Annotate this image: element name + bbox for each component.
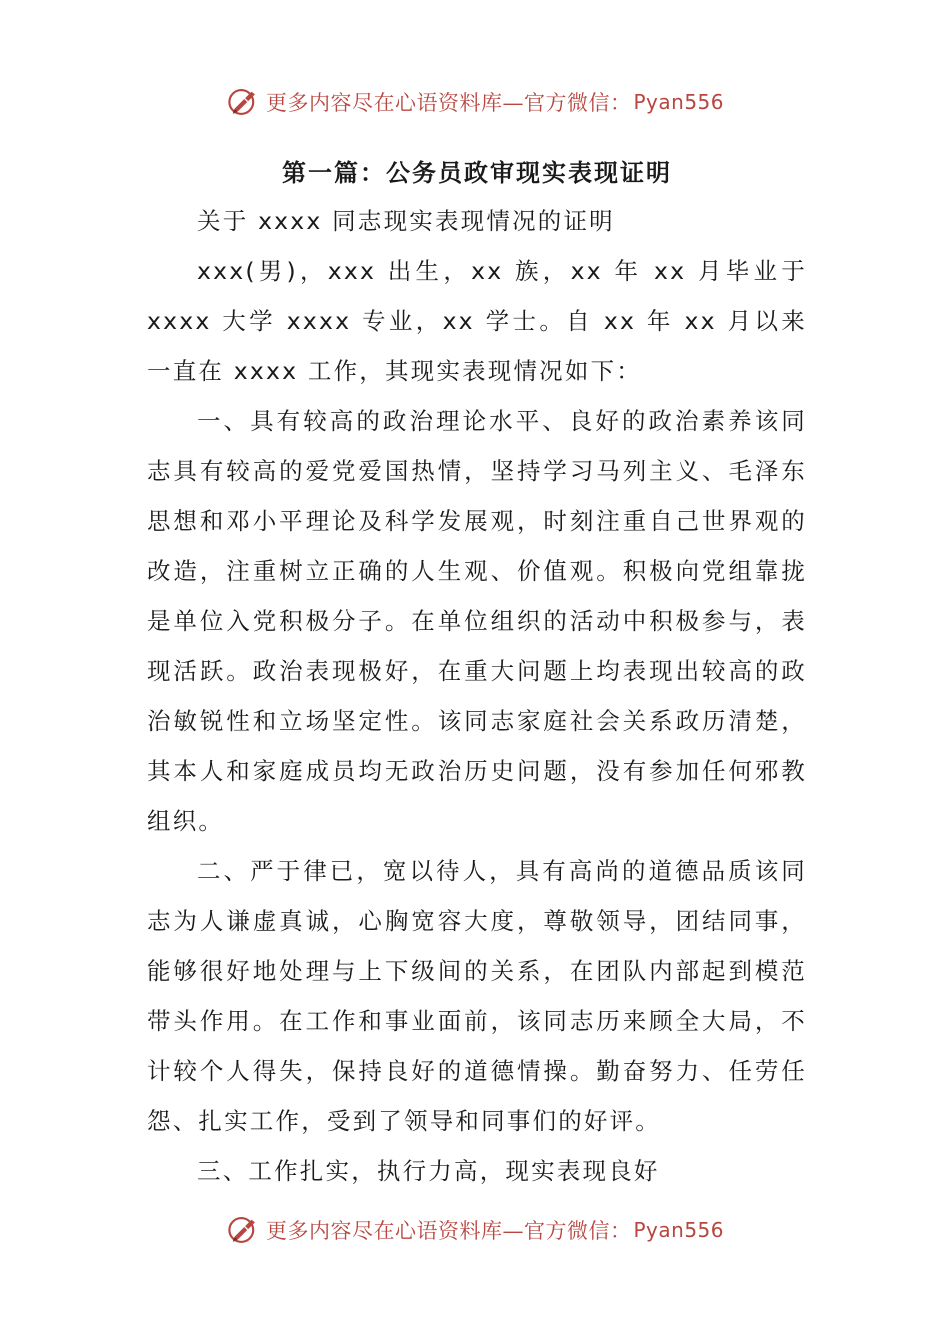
- banner-wechat-id: Pyan556: [633, 90, 724, 114]
- footer-watermark-banner: [0, 1210, 950, 1250]
- paragraph-work: 三、工作扎实，执行力高，现实表现良好: [197, 1157, 660, 1185]
- pen-logo-icon: [226, 85, 260, 119]
- header-watermark-banner: [0, 82, 950, 122]
- certificate-heading: 关于 xxxx 同志现实表现情况的证明: [197, 207, 615, 235]
- paragraph-moral: 二、严于律已，宽以待人，具有高尚的道德品质该同志为人谦虚真诚，心胸宽容大度，尊敬领导，团结同事，能够很好地处理与上下级间的关系，在团队内部起到模范带头作用。在工作和事业面前，该同志历来顾全大局，不计较个人得失，保持良好的道德情操。勤奋努力、任劳任怨、扎实工作，受到了领导和同事们的好评。: [147, 857, 807, 1135]
- paragraph-political: 一、具有较高的政治理论水平、良好的政治素养该同志具有较高的爱党爱国热情，坚持学习马列主义、毛泽东思想和邓小平理论及科学发展观，时刻注重自己世界观的改造，注重树立正确的人生观、价值观。积极向党组靠拢是单位入党积极分子。在单位组织的活动中积极参与，表现活跃。政治表现极好，在重大问题上均表现出较高的政治敏锐性和立场坚定性。该同志家庭社会关系政历清楚，其本人和家庭成员均无政治历史问题，没有参加任何邪教组织。: [147, 407, 807, 835]
- pen-logo-icon: [226, 1213, 260, 1247]
- banner-text: 更多内容尽在心语资料库—官方微信：: [265, 91, 632, 115]
- document-body: [147, 150, 807, 1196]
- document-title: 第一篇：公务员政审现实表现证明: [282, 158, 672, 187]
- paragraph-basic-info: xxx(男)，xxx 出生，xx 族，xx 年 xx 月毕业于 xxxx 大学 xxxx 专业，xx 学士。自 xx 年 xx 月以来一直在 xxxx 工作，其现实表现情况如下：: [147, 257, 807, 385]
- banner-text: 更多内容尽在心语资料库—官方微信：: [265, 1219, 632, 1243]
- banner-wechat-id: Pyan556: [633, 1218, 724, 1242]
